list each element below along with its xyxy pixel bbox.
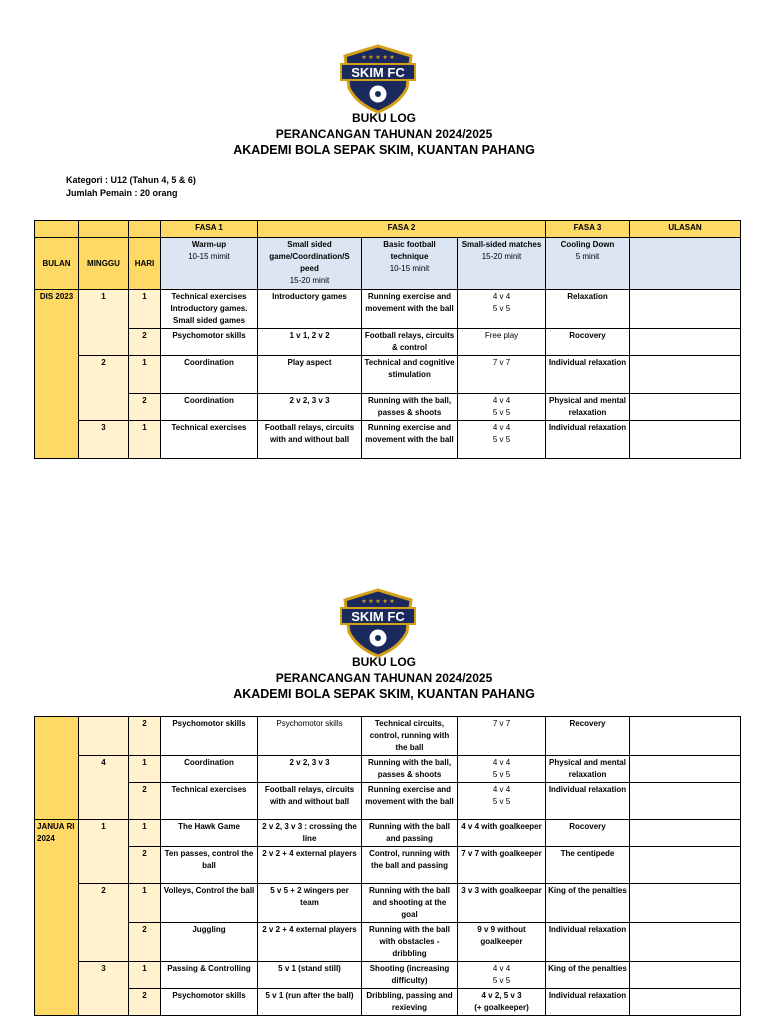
matches-header: Small-sided matches 15-20 minit bbox=[458, 238, 546, 290]
academy-name: AKADEMI BOLA SEPAK SKIM, KUANTAN PAHANG bbox=[233, 143, 535, 157]
ulasan-header: ULASAN bbox=[630, 221, 741, 238]
table-row bbox=[35, 783, 741, 820]
hari-cell: 2 bbox=[129, 847, 161, 884]
fasa2b-cell: Control, running with the ball and passing bbox=[362, 847, 458, 884]
minggu-cell: 1 bbox=[79, 820, 129, 884]
ulasan-cell bbox=[630, 820, 741, 847]
hari-cell: 2 bbox=[129, 329, 161, 356]
table-row bbox=[35, 884, 741, 923]
doc-subtitle: PERANCANGAN TAHUNAN 2024/2025 bbox=[275, 127, 493, 141]
ulasan-cell bbox=[630, 717, 741, 756]
hari-cell: 1 bbox=[129, 756, 161, 783]
bulan-cell: JANUA RI 2024 bbox=[35, 820, 79, 1016]
fasa1-cell: Coordination bbox=[161, 356, 258, 394]
fasa2b-cell: Running with the ball with obstacles - dribbling bbox=[362, 923, 458, 962]
bulan-cell: DIS 2023 bbox=[35, 290, 79, 459]
table-row bbox=[35, 820, 741, 847]
fasa2a-cell: Football relays, circuits with and without ball bbox=[258, 421, 362, 459]
fasa2a-cell: 2 v 2, 3 v 3 bbox=[258, 756, 362, 783]
fasa2b-cell: Running exercise and movement with the ball bbox=[362, 421, 458, 459]
bulan-header: BULAN bbox=[35, 238, 79, 290]
blank-header bbox=[129, 221, 161, 238]
fasa2b-cell: Running exercise and movement with the ball bbox=[362, 783, 458, 820]
table-row bbox=[35, 756, 741, 783]
fasa2c-cell: 4 v 2, 5 v 3 (+ goalkeeper) bbox=[458, 989, 546, 1016]
hari-cell: 1 bbox=[129, 962, 161, 989]
minggu-cell: 2 bbox=[79, 356, 129, 421]
ulasan-blank bbox=[630, 238, 741, 290]
fasa3-cell: Recovery bbox=[546, 717, 630, 756]
fasa3-cell: Individual relaxation bbox=[546, 421, 630, 459]
fasa2a-cell: Introductory games bbox=[258, 290, 362, 329]
basic-technique-header: Basic football technique 10-15 minit bbox=[362, 238, 458, 290]
hari-cell: 1 bbox=[129, 290, 161, 329]
fasa3-cell: The centipede bbox=[546, 847, 630, 884]
fasa1-cell: Coordination bbox=[161, 756, 258, 783]
hari-cell: 2 bbox=[129, 923, 161, 962]
page2-heading bbox=[0, 654, 768, 702]
fasa1-cell: Psychomotor skills bbox=[161, 717, 258, 756]
fasa3-cell: Physical and mental relaxation bbox=[546, 394, 630, 421]
svg-text:★ ★ ★ ★ ★: ★ ★ ★ ★ ★ bbox=[361, 599, 395, 605]
fasa2c-cell: 4 v 4 5 v 5 bbox=[458, 290, 546, 329]
hari-cell: 1 bbox=[129, 884, 161, 923]
fasa2b-cell: Running with the ball, passes & shoots bbox=[362, 394, 458, 421]
fasa2a-cell: 2 v 2, 3 v 3 bbox=[258, 394, 362, 421]
fasa2b-cell: Shooting (increasing difficulty) bbox=[362, 962, 458, 989]
ulasan-cell bbox=[630, 884, 741, 923]
fasa3-cell: Physical and mental relaxation bbox=[546, 756, 630, 783]
fasa2c-cell: 4 v 4 with goalkeeper bbox=[458, 820, 546, 847]
hari-header: HARI bbox=[129, 238, 161, 290]
fasa1-cell: Technical exercises Introductory games. Small sided games bbox=[161, 290, 258, 329]
fasa3-cell: Individual relaxation bbox=[546, 923, 630, 962]
doc-subtitle: PERANCANGAN TAHUNAN 2024/2025 bbox=[275, 671, 493, 685]
page1-heading bbox=[0, 110, 768, 158]
hari-cell: 1 bbox=[129, 356, 161, 394]
svg-text:SKIM FC: SKIM FC bbox=[351, 65, 405, 80]
fasa2c-cell: 4 v 4 5 v 5 bbox=[458, 783, 546, 820]
fasa2a-cell: 5 v 1 (stand still) bbox=[258, 962, 362, 989]
fasa2a-cell: Psychomotor skills bbox=[258, 717, 362, 756]
fasa2c-cell: 7 v 7 bbox=[458, 717, 546, 756]
fasa1-cell: Volleys, Control the ball bbox=[161, 884, 258, 923]
fasa3-cell: Individual relaxation bbox=[546, 356, 630, 394]
hari-cell: 1 bbox=[129, 820, 161, 847]
hari-cell: 2 bbox=[129, 394, 161, 421]
fasa1-cell: Coordination bbox=[161, 394, 258, 421]
minggu-cell: 3 bbox=[79, 421, 129, 459]
fasa2c-cell: 4 v 4 5 v 5 bbox=[458, 962, 546, 989]
fasa2c-cell: 9 v 9 without goalkeeper bbox=[458, 923, 546, 962]
doc-title: BUKU LOG bbox=[352, 655, 416, 669]
ulasan-cell bbox=[630, 394, 741, 421]
table-row bbox=[35, 923, 741, 962]
fasa2c-cell: 4 v 4 5 v 5 bbox=[458, 394, 546, 421]
blank-header bbox=[35, 221, 79, 238]
fasa2a-cell: 5 v 5 + 2 wingers per team bbox=[258, 884, 362, 923]
table-row bbox=[35, 394, 741, 421]
blank-header bbox=[79, 221, 129, 238]
fasa2b-cell: Running with the ball, passes & shoots bbox=[362, 756, 458, 783]
fasa3-cell: Relaxation bbox=[546, 290, 630, 329]
fasa1-cell: Passing & Controlling bbox=[161, 962, 258, 989]
fasa2a-cell: 2 v 2, 3 v 3 : crossing the line bbox=[258, 820, 362, 847]
fasa2b-cell: Football relays, circuits & control bbox=[362, 329, 458, 356]
minggu-cell: 4 bbox=[79, 756, 129, 820]
fasa2a-cell: 2 v 2 + 4 external players bbox=[258, 847, 362, 884]
fasa1-cell: Technical exercises bbox=[161, 783, 258, 820]
fasa3-cell: Individual relaxation bbox=[546, 989, 630, 1016]
ulasan-cell bbox=[630, 290, 741, 329]
fasa2b-cell: Running exercise and movement with the ball bbox=[362, 290, 458, 329]
fasa2a-cell: Play aspect bbox=[258, 356, 362, 394]
small-sided-header: Small sided game/Coordination/S peed 15-20 minit bbox=[258, 238, 362, 290]
bulan-cell bbox=[35, 717, 79, 820]
hari-cell: 2 bbox=[129, 783, 161, 820]
fasa2c-cell: 4 v 4 5 v 5 bbox=[458, 756, 546, 783]
fasa1-cell: Ten passes, control the ball bbox=[161, 847, 258, 884]
fasa2c-cell: 7 v 7 with goalkeeper bbox=[458, 847, 546, 884]
doc-title: BUKU LOG bbox=[352, 111, 416, 125]
fasa1-cell: Psychomotor skills bbox=[161, 329, 258, 356]
fasa3-cell: Rocovery bbox=[546, 820, 630, 847]
fasa3-cell: King of the penalties bbox=[546, 962, 630, 989]
log-table-2 bbox=[34, 716, 741, 1016]
table-row bbox=[35, 421, 741, 459]
hari-cell: 1 bbox=[129, 421, 161, 459]
skim-fc-logo bbox=[339, 42, 417, 116]
fasa2a-cell: 2 v 2 + 4 external players bbox=[258, 923, 362, 962]
fasa2c-cell: 3 v 3 with goalkeepar bbox=[458, 884, 546, 923]
ulasan-cell bbox=[630, 962, 741, 989]
fasa1-cell: The Hawk Game bbox=[161, 820, 258, 847]
table-row bbox=[35, 962, 741, 989]
log-table-1 bbox=[34, 220, 741, 459]
fasa1-cell: Psychomotor skills bbox=[161, 989, 258, 1016]
ulasan-cell bbox=[630, 989, 741, 1016]
fasa2b-cell: Running with the ball and shooting at the goal bbox=[362, 884, 458, 923]
fasa1-cell: Technical exercises bbox=[161, 421, 258, 459]
ulasan-cell bbox=[630, 756, 741, 783]
fasa2-header: FASA 2 bbox=[258, 221, 546, 238]
academy-name: AKADEMI BOLA SEPAK SKIM, KUANTAN PAHANG bbox=[233, 687, 535, 701]
minggu-cell: 2 bbox=[79, 884, 129, 962]
minggu-cell: 3 bbox=[79, 962, 129, 1016]
table-row bbox=[35, 290, 741, 329]
ulasan-cell bbox=[630, 923, 741, 962]
hari-cell: 2 bbox=[129, 717, 161, 756]
fasa2a-cell: Football relays, circuits with and without ball bbox=[258, 783, 362, 820]
meta-info bbox=[66, 174, 196, 200]
skim-fc-logo bbox=[339, 586, 417, 660]
table-row bbox=[35, 356, 741, 394]
svg-text:SKIM FC: SKIM FC bbox=[351, 609, 405, 624]
minggu-header: MINGGU bbox=[79, 238, 129, 290]
fasa2b-cell: Technical circuits, control, running with the ball bbox=[362, 717, 458, 756]
warmup-header: Warm-up 10-15 mimit bbox=[161, 238, 258, 290]
table-row bbox=[35, 989, 741, 1016]
minggu-cell: 1 bbox=[79, 290, 129, 356]
ulasan-cell bbox=[630, 356, 741, 394]
table-row bbox=[35, 717, 741, 756]
ulasan-cell bbox=[630, 329, 741, 356]
fasa1-cell: Juggling bbox=[161, 923, 258, 962]
fasa2b-cell: Running with the ball and passing bbox=[362, 820, 458, 847]
ulasan-cell bbox=[630, 783, 741, 820]
cooldown-header: Cooling Down 5 minit bbox=[546, 238, 630, 290]
fasa2b-cell: Technical and cognitive stimulation bbox=[362, 356, 458, 394]
fasa2b-cell: Dribbling, passing and rexieving bbox=[362, 989, 458, 1016]
ulasan-cell bbox=[630, 421, 741, 459]
ulasan-cell bbox=[630, 847, 741, 884]
minggu-cell bbox=[79, 717, 129, 756]
fasa2a-cell: 1 v 1, 2 v 2 bbox=[258, 329, 362, 356]
kategori: Kategori : U12 (Tahun 4, 5 & 6) bbox=[66, 175, 196, 185]
fasa3-cell: King of the penalties bbox=[546, 884, 630, 923]
fasa2c-cell: Free play bbox=[458, 329, 546, 356]
jumlah-pemain: Jumlah Pemain : 20 orang bbox=[66, 188, 178, 198]
fasa2a-cell: 5 v 1 (run after the ball) bbox=[258, 989, 362, 1016]
fasa3-header: FASA 3 bbox=[546, 221, 630, 238]
hari-cell: 2 bbox=[129, 989, 161, 1016]
table-row bbox=[35, 329, 741, 356]
svg-text:★ ★ ★ ★ ★: ★ ★ ★ ★ ★ bbox=[361, 55, 395, 61]
fasa3-cell: Individual relaxation bbox=[546, 783, 630, 820]
fasa2c-cell: 7 v 7 bbox=[458, 356, 546, 394]
table-row bbox=[35, 847, 741, 884]
fasa1-header: FASA 1 bbox=[161, 221, 258, 238]
fasa2c-cell: 4 v 4 5 v 5 bbox=[458, 421, 546, 459]
fasa3-cell: Rocovery bbox=[546, 329, 630, 356]
